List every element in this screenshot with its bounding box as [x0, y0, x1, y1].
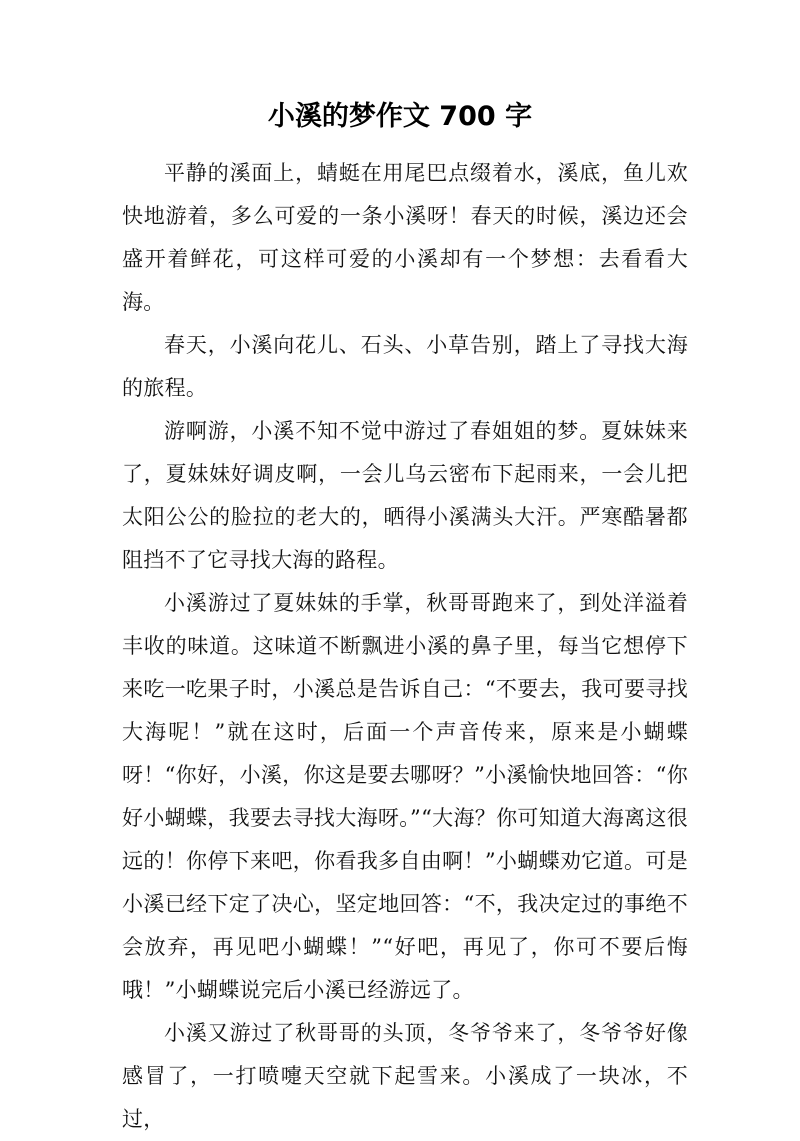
document-body	[122, 152, 688, 1141]
paragraph: 小溪又游过了秋哥哥的头顶，冬爷爷来了，冬爷爷好像感冒了，一打喷嚏天空就下起雪来。小溪成了一块冰，不过，	[122, 1021, 688, 1131]
document-title: 小溪的梦作文 700 字	[267, 101, 533, 132]
paragraph: 春天，小溪向花儿、石头、小草告别，踏上了寻找大海的旅程。	[122, 333, 688, 400]
paragraph: 游啊游，小溪不知不觉中游过了春姐姐的梦。夏妹妹来了，夏妹妹好调皮啊，一会儿乌云密布下起雨来，一会儿把太阳公公的脸拉的老大的，晒得小溪满头大汗。严寒酷暑都阻挡不了它寻找大海的路程。	[122, 419, 688, 572]
paragraph: 平静的溪面上，蜻蜓在用尾巴点缀着水，溪底，鱼儿欢快地游着，多么可爱的一条小溪呀！春天的时候，溪边还会盛开着鲜花，可这样可爱的小溪却有一个梦想：去看看大海。	[122, 161, 688, 314]
paragraph: 小溪游过了夏妹妹的手掌，秋哥哥跑来了，到处洋溢着丰收的味道。这味道不断飘进小溪的鼻子里，每当它想停下来吃一吃果子时，小溪总是告诉自己：“不要去，我可要寻找大海呢！”就在这时，后面一个声音传来，原来是小蝴蝶呀！“你好，小溪，你这是要去哪呀？”小溪愉快地回答：“你好小蝴蝶，我要去寻找大海呀。”“大海？你可知道大海离这很远的！你停下来吧，你看我多自由啊！”小蝴蝶劝它道。可是小溪已经下定了决心，坚定地回答：“不，我决定过的事绝不会放弃，再见吧小蝴蝶！”“好吧，再见了，你可不要后悔哦！”小蝴蝶说完后小溪已经游远了。	[122, 591, 688, 1002]
